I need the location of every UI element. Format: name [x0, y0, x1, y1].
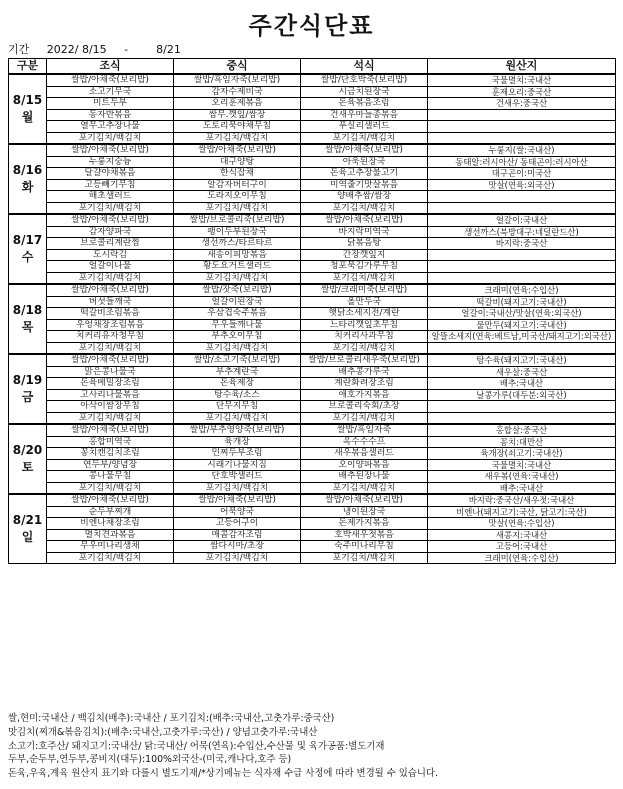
origin-cell	[428, 132, 616, 144]
table-row	[9, 518, 616, 530]
lunch-cell: 쌀밥/소고기죽(보리밥)	[174, 354, 301, 366]
table-row	[9, 448, 616, 460]
day-cell	[9, 214, 47, 284]
dinner-cell: 쌀밥/브로콜리새우죽(보리밥)	[301, 354, 428, 366]
dinner-cell: 쌀밥/단호박죽(보리밥)	[301, 74, 428, 86]
origin-cell: 물만두(돼지고기:국내산)	[428, 319, 616, 331]
table-row	[9, 552, 616, 564]
breakfast-cell: 돈육메밀장조림	[47, 378, 174, 390]
lunch-cell: 포기김치/백김치	[174, 412, 301, 424]
period-start: 2022/ 8/15	[46, 43, 107, 56]
breakfast-cell: 소고기무국	[47, 86, 174, 98]
origin-cell	[428, 412, 616, 424]
table-row	[9, 86, 616, 98]
table-row	[9, 401, 616, 413]
day-cell	[9, 74, 47, 144]
day-date: 8/16	[12, 163, 43, 177]
day-weekday: 토	[21, 460, 34, 474]
origin-cell	[428, 191, 616, 203]
dinner-cell: 쌀밥/아채죽(보리밥)	[301, 494, 428, 506]
table-row	[9, 459, 616, 471]
origin-cell: 대구곤이:미국산	[428, 168, 616, 180]
origin-cell: 크래미(연육:수입산)	[428, 284, 616, 296]
note-line: 두부,순두부,연두부,콩비지(대두):100%외국산-(미국,캐나다,호주 등)	[8, 754, 292, 766]
breakfast-cell: 브로콜리계란찜	[47, 238, 174, 250]
lunch-cell: 도라지오이무침	[174, 191, 301, 203]
origin-cell	[428, 109, 616, 121]
dinner-cell: 포기김치/백김치	[301, 202, 428, 214]
note-line: 맛김치(찌개&볶음김치):(배추:국내산,고춧가루:국산) / 양념고춧가루:국내산	[8, 726, 318, 738]
dinner-cell: 양배추쌈/쌈장	[301, 191, 428, 203]
dinner-cell: 바지락미역국	[301, 226, 428, 238]
dinner-cell: 냉이된장국	[301, 506, 428, 518]
lunch-cell: 쌀밥/아채죽(보리밥)	[174, 144, 301, 156]
dinner-cell: 오이양파볶음	[301, 459, 428, 471]
lunch-cell: 부추오이무침	[174, 331, 301, 343]
dinner-cell: 건새우마늘종볶음	[301, 109, 428, 121]
table-row	[9, 541, 616, 553]
note-line: 쌀,현미:국내산 / 백김치(배추):국내산 / 포기김치:(배추:국내산,고춧가루:중국산)	[8, 713, 335, 724]
origin-cell: 새우살:중국산	[428, 366, 616, 378]
table-row	[9, 296, 616, 308]
day-date: 8/21	[12, 513, 43, 527]
breakfast-cell: 열무고추장나물	[47, 121, 174, 133]
dinner-cell: 포기김치/백김치	[301, 482, 428, 494]
day-date: 8/20	[12, 443, 43, 457]
table-row	[9, 98, 616, 110]
breakfast-cell: 고등빼기무침	[47, 179, 174, 191]
period-separator: -	[124, 43, 129, 56]
lunch-cell: 매콤감자조림	[174, 529, 301, 541]
dinner-cell: 숙주미나리무침	[301, 541, 428, 553]
origin-cell: 탕수육(돼지고기:국내산)	[428, 354, 616, 366]
origin-cell: 크래미(연육:수입산)	[428, 552, 616, 564]
origin-cell	[428, 121, 616, 133]
dinner-cell: 호박새우젓볶음	[301, 529, 428, 541]
breakfast-cell: 쌀밥/아채죽(보리밥)	[47, 424, 174, 436]
lunch-cell: 민찌두부조림	[174, 448, 301, 460]
breakfast-cell: 포기김치/백김치	[47, 342, 174, 354]
lunch-cell: 쌈무.깻잎/쌈장	[174, 109, 301, 121]
origin-cell: 동태알:러시아산/ 동태곤이:러시아산	[428, 156, 616, 168]
breakfast-cell: 쌀밥/아채죽(보리밥)	[47, 74, 174, 86]
lunch-cell: 포기김치/백김치	[174, 132, 301, 144]
origin-cell: 국물멸치:국내산	[428, 459, 616, 471]
breakfast-cell: 비엔나채장조림	[47, 518, 174, 530]
lunch-cell: 단무지무침	[174, 401, 301, 413]
note-line: 소고기:호주산/ 돼지고기:국내산/ 닭:국내산/ 어묵(연육):수입산,수산물 및 육가공품:별도기재	[8, 740, 385, 752]
day-cell	[9, 424, 47, 494]
lunch-cell: 팽이두부된장국	[174, 226, 301, 238]
lunch-cell: 포기김치/백김치	[174, 552, 301, 564]
lunch-cell: 생선까스/타르타르	[174, 238, 301, 250]
dinner-cell: 쌀밥/아채죽(보리밥)	[301, 214, 428, 226]
table-row	[9, 238, 616, 250]
lunch-cell: 탕수육/소스	[174, 389, 301, 401]
origin-cell: 건새우:중국산	[428, 98, 616, 110]
lunch-cell: 황도요거트샐러드	[174, 261, 301, 273]
table-header-row	[9, 59, 616, 75]
breakfast-cell: 포기김치/백김치	[47, 202, 174, 214]
table-row	[9, 249, 616, 261]
table-row	[9, 506, 616, 518]
header-origin: 원산지	[428, 59, 616, 75]
weekly-menu-table	[8, 58, 616, 564]
lunch-cell: 시래기나물지짐	[174, 459, 301, 471]
breakfast-cell: 포기김치/백김치	[47, 272, 174, 284]
lunch-cell: 알감자버터구이	[174, 179, 301, 191]
lunch-cell: 쌀밥/아채죽(보리밥)	[174, 494, 301, 506]
day-date: 8/19	[12, 373, 43, 387]
origin-cell: 홍합살:중국산	[428, 424, 616, 436]
breakfast-cell: 동자반볶음	[47, 109, 174, 121]
lunch-cell: 새송이피망볶음	[174, 249, 301, 261]
lunch-cell: 포기김치/백김치	[174, 482, 301, 494]
lunch-cell: 쌀밥/브로콜리죽(보리밥)	[174, 214, 301, 226]
table-row	[9, 436, 616, 448]
dinner-cell: 쌀밥/크래미죽(보리밥)	[301, 284, 428, 296]
lunch-cell: 도토리묵야채무침	[174, 121, 301, 133]
period-line	[8, 41, 181, 57]
period-end: 8/21	[156, 43, 181, 56]
breakfast-cell: 미트두부	[47, 98, 174, 110]
lunch-cell: 육개장	[174, 436, 301, 448]
table-row	[9, 179, 616, 191]
breakfast-cell: 도시락김	[47, 249, 174, 261]
dinner-cell: 미역줄기맛살볶음	[301, 179, 428, 191]
dinner-cell: 포기김치/백김치	[301, 342, 428, 354]
dinner-cell: 쌀밥/흑임자죽	[301, 424, 428, 436]
breakfast-cell: 포기김치/백김치	[47, 412, 174, 424]
lunch-cell: 포기김치/백김치	[174, 342, 301, 354]
origin-cell	[428, 261, 616, 273]
breakfast-cell: 연두부/양념장	[47, 459, 174, 471]
table-row	[9, 191, 616, 203]
dinner-cell: 새우볶음샐러드	[301, 448, 428, 460]
page-title: 주간식단표	[248, 12, 375, 40]
table-row	[9, 168, 616, 180]
breakfast-cell: 누룽지숭늉	[47, 156, 174, 168]
table-row	[9, 494, 616, 506]
dinner-cell: 시금치된장국	[301, 86, 428, 98]
breakfast-cell: 떡갈비조림볶음	[47, 308, 174, 320]
dinner-cell: 브로콜리숙회/초장	[301, 401, 428, 413]
table-row	[9, 331, 616, 343]
origin-cell: 맛살(연육:외국산)	[428, 179, 616, 191]
dinner-cell: 배추콩가루국	[301, 366, 428, 378]
origin-cell: 배추:국내산	[428, 482, 616, 494]
dinner-cell: 애호가지볶음	[301, 389, 428, 401]
breakfast-cell: 포기김치/백김치	[47, 552, 174, 564]
menu-body	[9, 74, 616, 564]
origin-cell: 비엔나(돼지고기:국산, 닭고기:국산)	[428, 506, 616, 518]
day-weekday: 목	[21, 320, 34, 334]
table-row	[9, 424, 616, 436]
lunch-cell: 어묵양국	[174, 506, 301, 518]
lunch-cell: 쌀밥/흑임자죽(보리밥)	[174, 74, 301, 86]
dinner-cell: 올만두국	[301, 296, 428, 308]
day-cell	[9, 354, 47, 424]
dinner-cell: 옥수수수프	[301, 436, 428, 448]
dinner-cell: 포기김치/백김치	[301, 412, 428, 424]
table-row	[9, 202, 616, 214]
table-row	[9, 272, 616, 284]
lunch-cell: 우삼겹숙주볶음	[174, 308, 301, 320]
header-dinner: 석식	[301, 59, 428, 75]
table-row	[9, 226, 616, 238]
lunch-cell: 포기김치/백김치	[174, 202, 301, 214]
lunch-cell: 한식잡채	[174, 168, 301, 180]
breakfast-cell: 맑은콩나물국	[47, 366, 174, 378]
day-date: 8/18	[12, 303, 43, 317]
origin-cell: 고등어:국내산	[428, 541, 616, 553]
breakfast-cell: 아삭이쌈장무침	[47, 401, 174, 413]
day-date: 8/15	[12, 93, 43, 107]
lunch-cell: 돈육제장	[174, 378, 301, 390]
origin-cell: 얼갈이:국내산	[428, 214, 616, 226]
table-row	[9, 74, 616, 86]
breakfast-cell: 감자양파국	[47, 226, 174, 238]
breakfast-cell: 콩나물무침	[47, 471, 174, 483]
lunch-cell: 대구양탕	[174, 156, 301, 168]
table-row	[9, 389, 616, 401]
lunch-cell: 쌀밥/부추영양죽(보리밥)	[174, 424, 301, 436]
origin-cell: 국물멸치:국내산	[428, 74, 616, 86]
table-row	[9, 529, 616, 541]
origin-cell: 육개장(쇠고기:국내산)	[428, 448, 616, 460]
origin-cell: 맛살(연육:수입산)	[428, 518, 616, 530]
origin-cell: 훈제오리:중국산	[428, 86, 616, 98]
dinner-cell: 계란화려장조림	[301, 378, 428, 390]
lunch-cell: 쌀밥/잣죽(보리밥)	[174, 284, 301, 296]
breakfast-cell: 우엉채장조림볶음	[47, 319, 174, 331]
origin-cell	[428, 249, 616, 261]
dinner-cell: 간장깻잎지	[301, 249, 428, 261]
origin-notes	[8, 712, 615, 781]
origin-cell: 생선까스(북방대구:네덜란드산)	[428, 226, 616, 238]
lunch-cell: 쌈다시마/초장	[174, 541, 301, 553]
lunch-cell: 단호박샐러드	[174, 471, 301, 483]
origin-cell: 바지락:중국산	[428, 238, 616, 250]
table-row	[9, 284, 616, 296]
breakfast-cell: 쌀밥/아채죽(보리밥)	[47, 494, 174, 506]
day-weekday: 화	[21, 180, 34, 194]
origin-cell: 새우볶(연육:국내산)	[428, 471, 616, 483]
origin-cell: 알뜰소세지(연육:베트남,미국산/돼지고기:외국산)	[428, 331, 616, 343]
breakfast-cell: 고사리나물볶음	[47, 389, 174, 401]
dinner-cell: 돈육고추장불고기	[301, 168, 428, 180]
origin-cell: 날콩가루(대두분:외국산)	[428, 389, 616, 401]
origin-cell	[428, 202, 616, 214]
breakfast-cell: 포기김치/백김치	[47, 132, 174, 144]
origin-cell	[428, 272, 616, 284]
breakfast-cell: 버섯들깨국	[47, 296, 174, 308]
dinner-cell: 푸실리샐러드	[301, 121, 428, 133]
table-row	[9, 109, 616, 121]
lunch-cell: 무우들깨나물	[174, 319, 301, 331]
origin-cell	[428, 401, 616, 413]
dinner-cell: 돈육볶음조림	[301, 98, 428, 110]
breakfast-cell: 얼갈이나물	[47, 261, 174, 273]
header-lunch: 중식	[174, 59, 301, 75]
table-row	[9, 261, 616, 273]
origin-cell: 얼갈이:국내산/맛살(연육:외국산)	[428, 308, 616, 320]
dinner-cell: 돈제가지볶음	[301, 518, 428, 530]
note-line: 돈육,우육,계육 원산지 표기와 다를시 별도기재/*상기메뉴는 식자재 수급 사정에 따라 변경될 수 있습니다.	[8, 768, 438, 780]
lunch-cell: 부추계란국	[174, 366, 301, 378]
origin-cell: 새콩지:국내산	[428, 529, 616, 541]
table-row	[9, 342, 616, 354]
lunch-cell: 얼갈이된장국	[174, 296, 301, 308]
table-row	[9, 214, 616, 226]
day-cell	[9, 144, 47, 214]
table-row	[9, 412, 616, 424]
table-row	[9, 319, 616, 331]
dinner-cell: 배추된장나물	[301, 471, 428, 483]
day-weekday: 금	[21, 390, 34, 404]
dinner-cell: 아욱된장국	[301, 156, 428, 168]
table-row	[9, 378, 616, 390]
lunch-cell: 감자수제비국	[174, 86, 301, 98]
breakfast-cell: 순두부찌개	[47, 506, 174, 518]
origin-cell: 배추:국내산	[428, 378, 616, 390]
day-cell	[9, 284, 47, 354]
table-row	[9, 354, 616, 366]
origin-cell: 떡갈비(돼지고기:국내산)	[428, 296, 616, 308]
table-row	[9, 471, 616, 483]
table-row	[9, 156, 616, 168]
breakfast-cell: 꽁치캔김치조림	[47, 448, 174, 460]
dinner-cell: 쌀밥/아채죽(보리밥)	[301, 144, 428, 156]
day-weekday: 일	[21, 530, 34, 544]
breakfast-cell: 치커리유자청무침	[47, 331, 174, 343]
table-row	[9, 144, 616, 156]
origin-cell	[428, 342, 616, 354]
breakfast-cell: 쌀밥/아채죽(보리밥)	[47, 354, 174, 366]
table-row	[9, 482, 616, 494]
dinner-cell: 청포묵김가루무침	[301, 261, 428, 273]
breakfast-cell: 쌀밥/아채죽(보리밥)	[47, 144, 174, 156]
dinner-cell: 닭볶음탕	[301, 238, 428, 250]
lunch-cell: 오리훈제볶음	[174, 98, 301, 110]
period-label: 기간	[8, 43, 30, 56]
dinner-cell: 느타리깻잎초무침	[301, 319, 428, 331]
table-row	[9, 366, 616, 378]
breakfast-cell: 포기김치/백김치	[47, 482, 174, 494]
table-row	[9, 308, 616, 320]
lunch-cell: 고등어구이	[174, 518, 301, 530]
dinner-cell: 포기김치/백김치	[301, 272, 428, 284]
dinner-cell: 포기김치/백김치	[301, 552, 428, 564]
breakfast-cell: 홍합미역국	[47, 436, 174, 448]
breakfast-cell: 쌀밥/아채죽(보리밥)	[47, 284, 174, 296]
breakfast-cell: 달걀야채볶음	[47, 168, 174, 180]
breakfast-cell: 해초샐러드	[47, 191, 174, 203]
day-date: 8/17	[12, 233, 43, 247]
table-row	[9, 121, 616, 133]
header-category: 구분	[9, 59, 47, 75]
dinner-cell: 햇닭소세지전/계란	[301, 308, 428, 320]
dinner-cell: 포기김치/백김치	[301, 132, 428, 144]
dinner-cell: 치커리사과무침	[301, 331, 428, 343]
header-breakfast: 조식	[47, 59, 174, 75]
origin-cell: 바지락:중국산/새우젓:국내산	[428, 494, 616, 506]
origin-cell: 꽁치:대만산	[428, 436, 616, 448]
table-row	[9, 132, 616, 144]
day-weekday: 월	[21, 110, 34, 124]
breakfast-cell: 멸치견과볶음	[47, 529, 174, 541]
breakfast-cell: 무우미나리생채	[47, 541, 174, 553]
lunch-cell: 포기김치/백김치	[174, 272, 301, 284]
day-weekday: 수	[21, 250, 34, 264]
day-cell	[9, 494, 47, 564]
origin-cell: 누룽지(쌀:국내산)	[428, 144, 616, 156]
breakfast-cell: 쌀밥/아채죽(보리밥)	[47, 214, 174, 226]
